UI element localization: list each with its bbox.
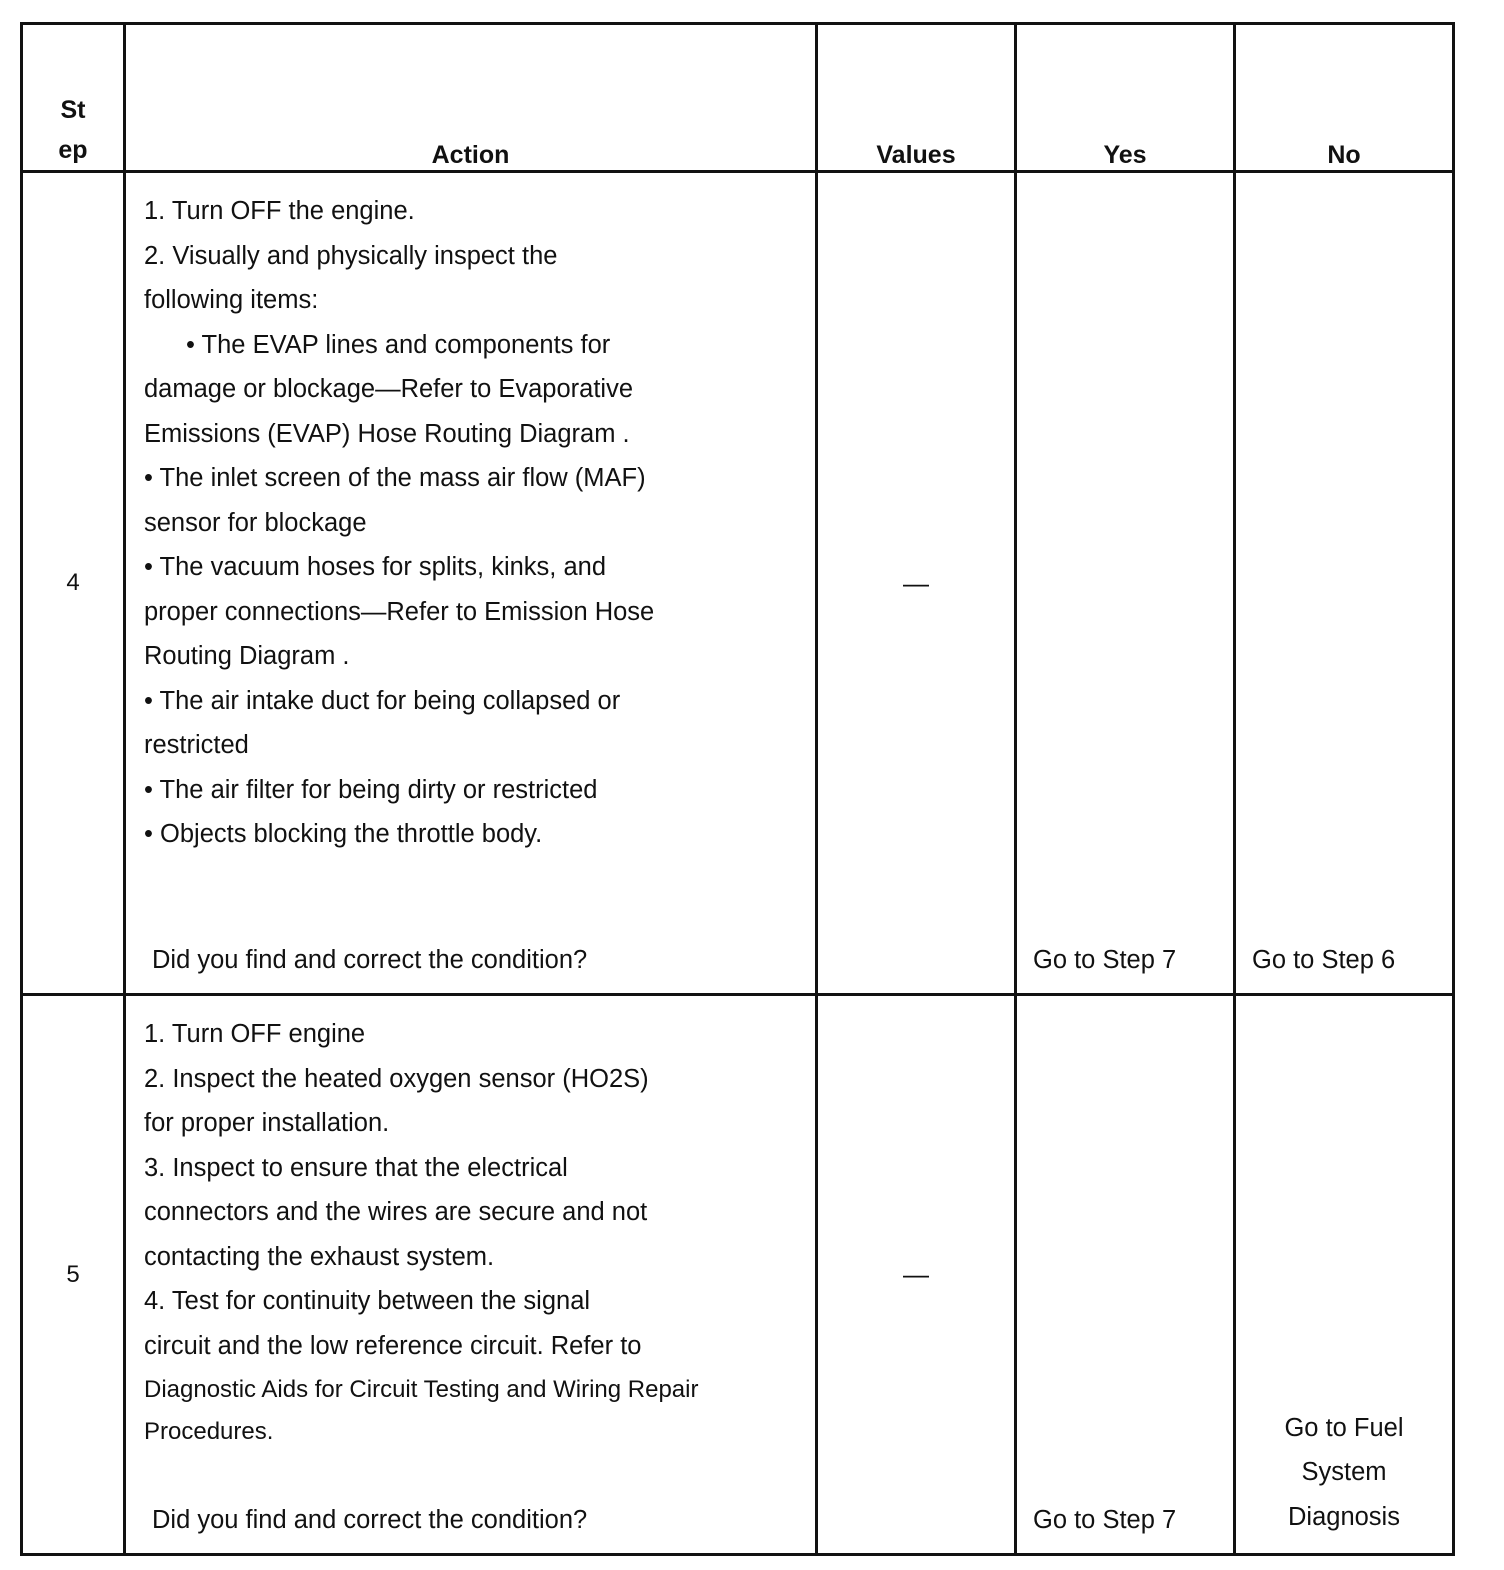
action-line: 2. Visually and physically inspect the [144, 241, 558, 270]
header-row [22, 24, 1454, 172]
no-goto-link[interactable]: Go to Step 6 [1252, 946, 1396, 974]
diagnostic-table [20, 22, 1455, 1556]
question-text: Did you find and correct the condition? [152, 946, 588, 974]
action-line: following items: [144, 286, 319, 314]
action-line: Routing Diagram . [144, 642, 350, 670]
yes-cell [1016, 995, 1235, 1555]
no-goto-line: System [1301, 1458, 1387, 1486]
action-line: 1. Turn OFF engine [144, 1020, 366, 1048]
action-cell [125, 995, 817, 1555]
question-text: Did you find and correct the condition? [152, 1506, 588, 1534]
no-cell [1235, 172, 1454, 995]
action-line: Emissions (EVAP) Hose Routing Diagram . [144, 419, 630, 448]
step-number: 4 [22, 172, 125, 995]
yes-cell [1016, 172, 1235, 995]
yes-column-header: Yes [1016, 24, 1235, 172]
table-row-step-4 [22, 172, 1454, 995]
values-column-header: Values [817, 24, 1016, 172]
action-line: sensor for blockage [144, 508, 367, 537]
action-line: proper connections—Refer to Emission Hose [144, 597, 655, 626]
yes-goto-link[interactable]: Go to Step 7 [1033, 946, 1177, 974]
action-line: 4. Test for continuity between the signal [144, 1287, 591, 1315]
action-line: for proper installation. [144, 1109, 390, 1137]
values-cell: — [817, 995, 1016, 1555]
action-line: 1. Turn OFF the engine. [144, 197, 415, 225]
action-line: • Objects blocking the throttle body. [144, 820, 543, 848]
action-line: Procedures. [144, 1418, 274, 1445]
action-line: restricted [144, 731, 249, 759]
action-line: • The inlet screen of the mass air flow (MAF) [144, 464, 646, 492]
action-line: 2. Inspect the heated oxygen sensor (HO2S) [144, 1064, 649, 1093]
table-row-step-5 [22, 995, 1454, 1555]
action-line: 3. Inspect to ensure that the electrical [144, 1153, 568, 1182]
step-header-line2: ep [58, 136, 88, 164]
no-goto-line: Go to Fuel [1284, 1413, 1404, 1442]
step-number: 5 [22, 995, 125, 1555]
step-column-header [22, 24, 125, 172]
no-goto-line: Diagnosis [1288, 1502, 1400, 1531]
no-cell [1235, 995, 1454, 1555]
action-column-header: Action [125, 24, 817, 172]
action-line: Diagnostic Aids for Circuit Testing and Wiring Repair [144, 1376, 699, 1403]
action-line: • The air intake duct for being collapsed or [144, 686, 621, 715]
yes-goto-link[interactable]: Go to Step 7 [1033, 1506, 1177, 1534]
action-line: circuit and the low reference circuit. Refer to [144, 1331, 642, 1360]
no-column-header: No [1235, 24, 1454, 172]
action-cell [125, 172, 817, 995]
action-line: contacting the exhaust system. [144, 1242, 495, 1271]
action-line: connectors and the wires are secure and not [144, 1198, 648, 1226]
action-line: • The air filter for being dirty or restricted [144, 775, 598, 804]
action-line: damage or blockage—Refer to Evaporative [144, 375, 634, 403]
no-goto-link[interactable] [1236, 1406, 1452, 1540]
values-cell: — [817, 172, 1016, 995]
action-line: • The EVAP lines and components for [186, 330, 611, 359]
action-line: • The vacuum hoses for splits, kinks, and [144, 553, 607, 581]
step-header-line1: St [60, 96, 86, 124]
